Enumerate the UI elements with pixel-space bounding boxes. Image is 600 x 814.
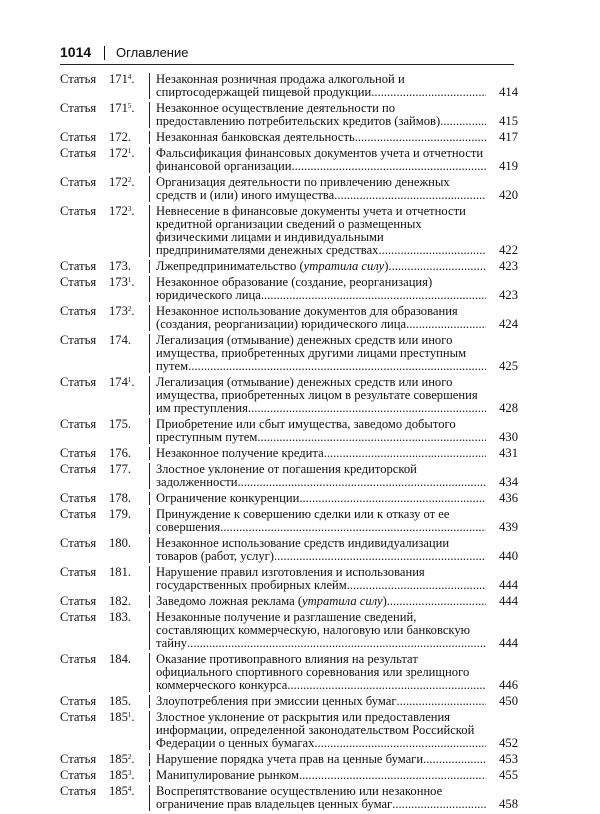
article-number-main: 174 bbox=[109, 375, 128, 389]
article-label: Статья bbox=[60, 304, 97, 318]
page-ref: 439 bbox=[486, 521, 518, 534]
article-number-main: 180. bbox=[109, 536, 132, 550]
title-text: Незаконная розничная продажа алкогольной и спиртосодержащей пищевой продукции bbox=[156, 73, 405, 99]
page-ref: 423 bbox=[486, 260, 518, 273]
toc-entry bbox=[60, 418, 518, 444]
article-label: Статья bbox=[60, 784, 97, 798]
title-text: Оказание противоправного влияния на результат официального спортивного соревнования или зрелищного коммерческого конкурса bbox=[156, 653, 470, 692]
page-ref: 415 bbox=[486, 115, 518, 128]
article-number-main: 184. bbox=[109, 652, 132, 666]
page-ref: 453 bbox=[486, 753, 518, 766]
article-number bbox=[109, 73, 149, 86]
column-divider bbox=[149, 508, 150, 534]
article-label: Статья bbox=[60, 594, 97, 608]
article-number bbox=[109, 566, 149, 579]
page-ref: 428 bbox=[486, 402, 518, 415]
toc-entry bbox=[60, 102, 518, 128]
article-number-superscript: 5 bbox=[127, 102, 132, 110]
column-divider bbox=[149, 276, 150, 302]
page-ref: 424 bbox=[486, 318, 518, 331]
toc-entry bbox=[60, 769, 518, 782]
toc-entry bbox=[60, 276, 518, 302]
article-number-superscript: 4 bbox=[127, 73, 132, 81]
article-number-superscript: 4 bbox=[127, 785, 132, 793]
article-number-main: 172 bbox=[109, 175, 128, 189]
page-ref: 431 bbox=[486, 447, 518, 460]
column-divider bbox=[149, 305, 150, 331]
article-number-superscript: 2 bbox=[127, 176, 132, 184]
title-text: Невнесение в финансовые документы учета и отчетности кредитной организации сведений о размещенных физическими лицами и индивидуальными предпринимателями денежных средствах bbox=[156, 205, 466, 257]
article-number bbox=[109, 595, 149, 608]
title-text: Ограничение конкуренции bbox=[156, 492, 300, 505]
article-title bbox=[156, 276, 518, 302]
column-divider bbox=[149, 131, 150, 144]
article-number-main: 179. bbox=[109, 507, 132, 521]
article-number-main: 172. bbox=[109, 130, 132, 144]
article-number-period: . bbox=[131, 101, 135, 115]
article-label: Статья bbox=[60, 175, 97, 189]
article-label: Статья bbox=[60, 130, 97, 144]
title-text: Лжепредпринимательство ( bbox=[156, 260, 304, 273]
article-number-period: . bbox=[131, 72, 135, 86]
title-text: Организация деятельности по привлечению денежных средств и (или) иного имущества bbox=[156, 176, 450, 202]
article-title bbox=[156, 73, 518, 99]
article-title bbox=[156, 611, 518, 650]
column-divider bbox=[149, 537, 150, 563]
toc-entry bbox=[60, 260, 518, 273]
page-ref: 446 bbox=[486, 679, 518, 692]
article-number-main: 171 bbox=[109, 72, 128, 86]
article-label: Статья bbox=[60, 417, 97, 431]
article-number-main: 181. bbox=[109, 565, 132, 579]
column-divider bbox=[149, 73, 150, 99]
column-divider bbox=[149, 595, 150, 608]
article-number-main: 185. bbox=[109, 694, 132, 708]
article-title bbox=[156, 147, 518, 173]
article-title bbox=[156, 447, 518, 460]
article-title bbox=[156, 176, 518, 202]
article-number bbox=[109, 611, 149, 624]
article-number bbox=[109, 260, 149, 273]
article-label: Статья bbox=[60, 507, 97, 521]
article-title bbox=[156, 260, 518, 273]
column-divider bbox=[149, 334, 150, 373]
article-label: Статья bbox=[60, 536, 97, 550]
article-number bbox=[109, 376, 149, 389]
article-number bbox=[109, 711, 149, 724]
article-number bbox=[109, 447, 149, 460]
article-label: Статья bbox=[60, 710, 97, 724]
article-number bbox=[109, 695, 149, 708]
toc-entry bbox=[60, 566, 518, 592]
article-number-superscript: 3 bbox=[127, 769, 132, 777]
column-divider bbox=[149, 753, 150, 766]
article-number-main: 172 bbox=[109, 146, 128, 160]
article-number-main: 183. bbox=[109, 610, 132, 624]
page-ref: 414 bbox=[486, 86, 518, 99]
column-divider bbox=[149, 176, 150, 202]
article-number-main: 185 bbox=[109, 752, 128, 766]
page-ref: 440 bbox=[486, 550, 518, 563]
toc-entry bbox=[60, 653, 518, 692]
article-label: Статья bbox=[60, 259, 97, 273]
toc-entry bbox=[60, 73, 518, 99]
table-of-contents bbox=[60, 73, 518, 814]
title-text: Манипулирование рынком bbox=[156, 769, 299, 782]
page-ref: 434 bbox=[486, 476, 518, 489]
article-title bbox=[156, 711, 518, 750]
toc-entry bbox=[60, 205, 518, 257]
title-text: Незаконное получение кредита bbox=[156, 447, 324, 460]
article-number bbox=[109, 769, 149, 782]
article-label: Статья bbox=[60, 446, 97, 460]
article-title bbox=[156, 595, 518, 608]
column-divider bbox=[149, 653, 150, 692]
article-number-main: 185 bbox=[109, 784, 128, 798]
article-number-superscript: 1 bbox=[127, 147, 132, 155]
title-text: Незаконное использование средств индивидуализации товаров (работ, услуг) bbox=[156, 537, 450, 563]
article-number bbox=[109, 205, 149, 218]
title-text: Незаконное осуществление деятельности по предоставлению потребительских кредитов (займов) bbox=[156, 102, 441, 128]
article-number-main: 178. bbox=[109, 491, 132, 505]
article-number-superscript: 2 bbox=[127, 753, 132, 761]
article-title bbox=[156, 753, 518, 766]
article-number bbox=[109, 176, 149, 189]
article-title bbox=[156, 785, 518, 811]
title-text: Злостное уклонение от раскрытия или предоставления информации, определенной законодательством Российской Федерации о ценных бумагах bbox=[156, 711, 475, 750]
title-text: Незаконное образование (создание, реорганизация) юридического лица bbox=[156, 276, 433, 302]
column-divider bbox=[149, 147, 150, 173]
title-text: Незаконные получение и разглашение сведений, составляющих коммерческую, налоговую или банковскую тайну bbox=[156, 611, 471, 650]
page-ref: 452 bbox=[486, 737, 518, 750]
page-number: 1014 bbox=[60, 44, 92, 60]
title-italic: утратила силу bbox=[303, 260, 385, 273]
article-title bbox=[156, 334, 518, 373]
toc-entry bbox=[60, 595, 518, 608]
title-text: Фальсификация финансовых документов учета и отчетности финансовой организации bbox=[156, 147, 484, 173]
toc-entry bbox=[60, 305, 518, 331]
page-ref: 422 bbox=[486, 244, 518, 257]
article-number-main: 172 bbox=[109, 204, 128, 218]
article-label: Статья bbox=[60, 375, 97, 389]
title-text: Нарушение порядка учета прав на ценные бумаги bbox=[156, 753, 424, 766]
article-title bbox=[156, 131, 518, 144]
page-ref: 425 bbox=[486, 360, 518, 373]
article-label: Статья bbox=[60, 610, 97, 624]
header-rule bbox=[60, 64, 514, 65]
article-number bbox=[109, 785, 149, 798]
article-title bbox=[156, 695, 518, 708]
article-number-period: . bbox=[131, 175, 135, 189]
page-ref: 423 bbox=[486, 289, 518, 302]
article-number-period: . bbox=[131, 768, 135, 782]
title-text: Незаконное использование документов для образования (создания, реорганизации) юридического лица bbox=[156, 305, 458, 331]
article-label: Статья bbox=[60, 146, 97, 160]
article-number-superscript: 1 bbox=[127, 276, 132, 284]
title-text: Приобретение или сбыт имущества, заведомо добытого преступным путем bbox=[156, 418, 456, 444]
article-label: Статья bbox=[60, 565, 97, 579]
article-title bbox=[156, 492, 518, 505]
toc-entry bbox=[60, 334, 518, 373]
toc-entry bbox=[60, 753, 518, 766]
header-title: Оглавление bbox=[116, 45, 189, 60]
title-text: Легализация (отмывание) денежных средств или иного имущества, приобретенных другими лицами преступным путем bbox=[156, 334, 467, 373]
article-label: Статья bbox=[60, 101, 97, 115]
article-number-period: . bbox=[131, 784, 135, 798]
article-title bbox=[156, 376, 518, 415]
article-label: Статья bbox=[60, 204, 97, 218]
article-number-period: . bbox=[131, 275, 135, 289]
article-title bbox=[156, 653, 518, 692]
article-label: Статья bbox=[60, 462, 97, 476]
toc-entry bbox=[60, 176, 518, 202]
page-ref: 458 bbox=[486, 798, 518, 811]
title-text: Легализация (отмывание) денежных средств или иного имущества, приобретенных лицом в результате совершения им преступления bbox=[156, 376, 478, 415]
title-text-end: ) bbox=[384, 260, 389, 273]
column-divider bbox=[149, 447, 150, 460]
article-number-period: . bbox=[131, 146, 135, 160]
article-title bbox=[156, 537, 518, 563]
column-divider bbox=[149, 566, 150, 592]
article-number-main: 174. bbox=[109, 333, 132, 347]
article-title bbox=[156, 508, 518, 534]
article-number bbox=[109, 334, 149, 347]
title-italic: утратила силу bbox=[302, 595, 383, 608]
column-divider bbox=[149, 492, 150, 505]
article-number-period: . bbox=[131, 752, 135, 766]
toc-entry bbox=[60, 147, 518, 173]
article-number-main: 182. bbox=[109, 594, 132, 608]
title-text-end: ) bbox=[382, 595, 387, 608]
article-number-main: 185 bbox=[109, 768, 128, 782]
article-number bbox=[109, 102, 149, 115]
article-number-main: 171 bbox=[109, 101, 128, 115]
article-number bbox=[109, 147, 149, 160]
title-text: Злоупотребления при эмиссии ценных бумаг bbox=[156, 695, 397, 708]
column-divider bbox=[149, 418, 150, 444]
article-number-main: 185 bbox=[109, 710, 128, 724]
page-ref: 430 bbox=[486, 431, 518, 444]
column-divider bbox=[149, 463, 150, 489]
article-number-period: . bbox=[131, 304, 135, 318]
article-label: Статья bbox=[60, 333, 97, 347]
column-divider bbox=[149, 711, 150, 750]
article-number-main: 177. bbox=[109, 462, 132, 476]
toc-entry bbox=[60, 447, 518, 460]
article-label: Статья bbox=[60, 752, 97, 766]
article-title bbox=[156, 769, 518, 782]
article-number-main: 176. bbox=[109, 446, 132, 460]
title-text: Незаконная банковская деятельность bbox=[156, 131, 355, 144]
toc-entry bbox=[60, 695, 518, 708]
page-ref: 436 bbox=[486, 492, 518, 505]
title-text: Принуждение к совершению сделки или к отказу от ее совершения bbox=[156, 508, 450, 534]
article-number-period: . bbox=[131, 204, 135, 218]
article-title bbox=[156, 305, 518, 331]
column-divider bbox=[149, 695, 150, 708]
article-number-superscript: 1 bbox=[127, 711, 132, 719]
page-ref: 417 bbox=[486, 131, 518, 144]
article-number bbox=[109, 492, 149, 505]
article-title bbox=[156, 418, 518, 444]
column-divider bbox=[149, 376, 150, 415]
toc-entry bbox=[60, 711, 518, 750]
article-label: Статья bbox=[60, 652, 97, 666]
column-divider bbox=[149, 102, 150, 128]
article-number-period: . bbox=[131, 375, 135, 389]
article-title bbox=[156, 205, 518, 257]
article-label: Статья bbox=[60, 72, 97, 86]
article-title bbox=[156, 566, 518, 592]
page-ref: 444 bbox=[486, 595, 518, 608]
article-title bbox=[156, 102, 518, 128]
toc-entry bbox=[60, 785, 518, 811]
column-divider bbox=[149, 260, 150, 273]
article-label: Статья bbox=[60, 768, 97, 782]
toc-entry bbox=[60, 537, 518, 563]
article-number-superscript: 3 bbox=[127, 205, 132, 213]
article-number bbox=[109, 276, 149, 289]
column-divider bbox=[149, 785, 150, 811]
title-text: Заведомо ложная реклама ( bbox=[156, 595, 303, 608]
page-ref: 444 bbox=[486, 637, 518, 650]
title-text: Злостное уклонение от погашения кредиторской задолженности bbox=[156, 463, 417, 489]
article-number bbox=[109, 305, 149, 318]
article-number bbox=[109, 463, 149, 476]
article-number bbox=[109, 753, 149, 766]
page-ref: 419 bbox=[486, 160, 518, 173]
article-number bbox=[109, 508, 149, 521]
article-number-superscript: 2 bbox=[127, 305, 132, 313]
toc-entry bbox=[60, 376, 518, 415]
page-ref: 420 bbox=[486, 189, 518, 202]
toc-entry bbox=[60, 492, 518, 505]
article-number bbox=[109, 537, 149, 550]
article-number bbox=[109, 131, 149, 144]
title-text: Воспрепятствование осуществлению или незаконное ограничение прав владельцев ценных бумаг bbox=[156, 785, 443, 811]
article-label: Статья bbox=[60, 275, 97, 289]
page-ref: 444 bbox=[486, 579, 518, 592]
article-number bbox=[109, 653, 149, 666]
column-divider bbox=[149, 205, 150, 257]
article-label: Статья bbox=[60, 491, 97, 505]
column-divider bbox=[149, 769, 150, 782]
title-text: Нарушение правил изготовления и использования государственных пробирных клейм bbox=[156, 566, 425, 592]
toc-entry bbox=[60, 463, 518, 489]
header-divider bbox=[104, 46, 105, 60]
article-number-main: 175. bbox=[109, 417, 132, 431]
article-number-period: . bbox=[131, 710, 135, 724]
page-ref: 455 bbox=[486, 769, 518, 782]
article-number-main: 173 bbox=[109, 275, 128, 289]
page-ref: 450 bbox=[486, 695, 518, 708]
column-divider bbox=[149, 611, 150, 650]
article-title bbox=[156, 463, 518, 489]
toc-entry bbox=[60, 508, 518, 534]
toc-entry bbox=[60, 131, 518, 144]
article-label: Статья bbox=[60, 694, 97, 708]
article-number bbox=[109, 418, 149, 431]
toc-entry bbox=[60, 611, 518, 650]
article-number-superscript: 1 bbox=[127, 376, 132, 384]
article-number-main: 173. bbox=[109, 259, 132, 273]
article-number-main: 173 bbox=[109, 304, 128, 318]
